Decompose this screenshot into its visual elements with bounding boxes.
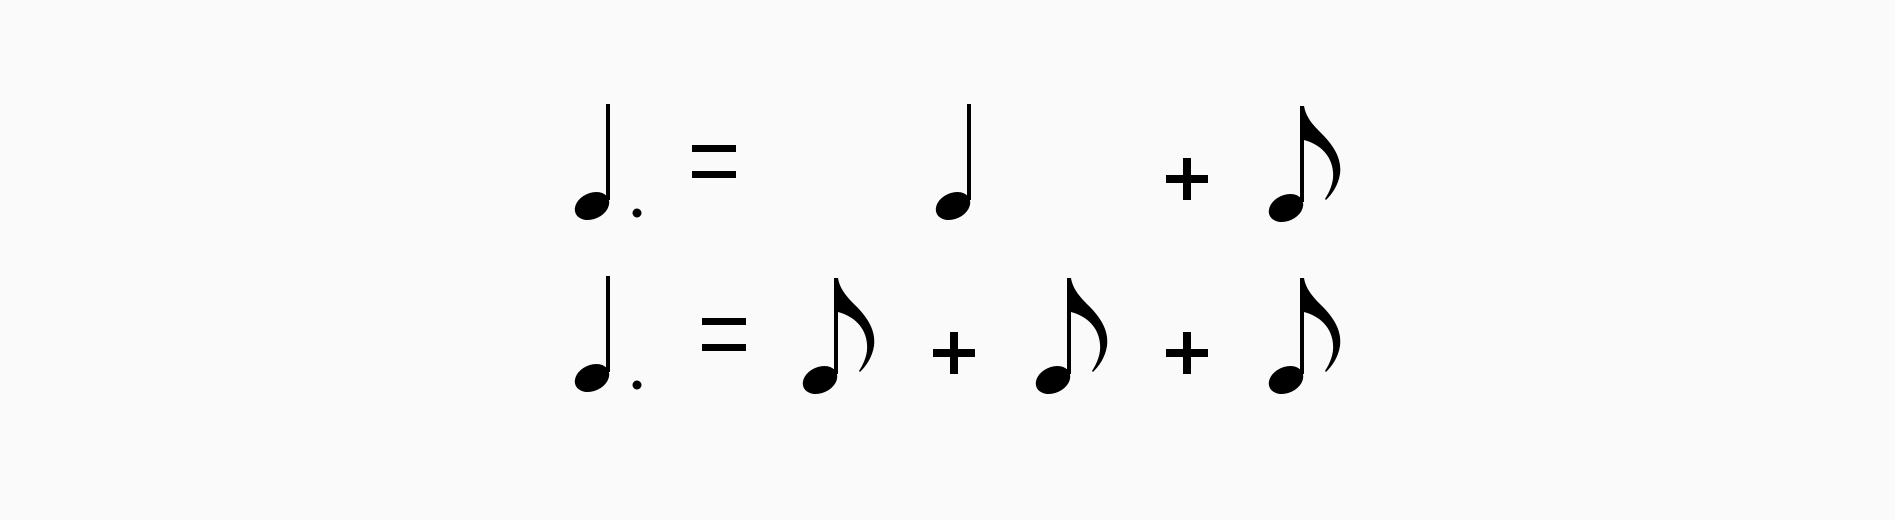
quarter-note-icon — [929, 102, 989, 232]
plus-operator — [1166, 332, 1208, 374]
eighth-note-icon — [1262, 104, 1352, 234]
dotted-quarter-note-icon — [568, 274, 648, 404]
equals-operator — [692, 145, 736, 179]
equation-row-1 — [0, 90, 1895, 250]
plus-operator — [933, 332, 975, 374]
equals-operator — [702, 318, 746, 352]
dotted-quarter-note-icon — [568, 102, 648, 232]
eighth-note-icon — [796, 276, 886, 406]
plus-operator — [1166, 158, 1208, 200]
equation-row-2 — [0, 262, 1895, 422]
eighth-note-icon — [1029, 276, 1119, 406]
eighth-note-icon — [1262, 276, 1352, 406]
